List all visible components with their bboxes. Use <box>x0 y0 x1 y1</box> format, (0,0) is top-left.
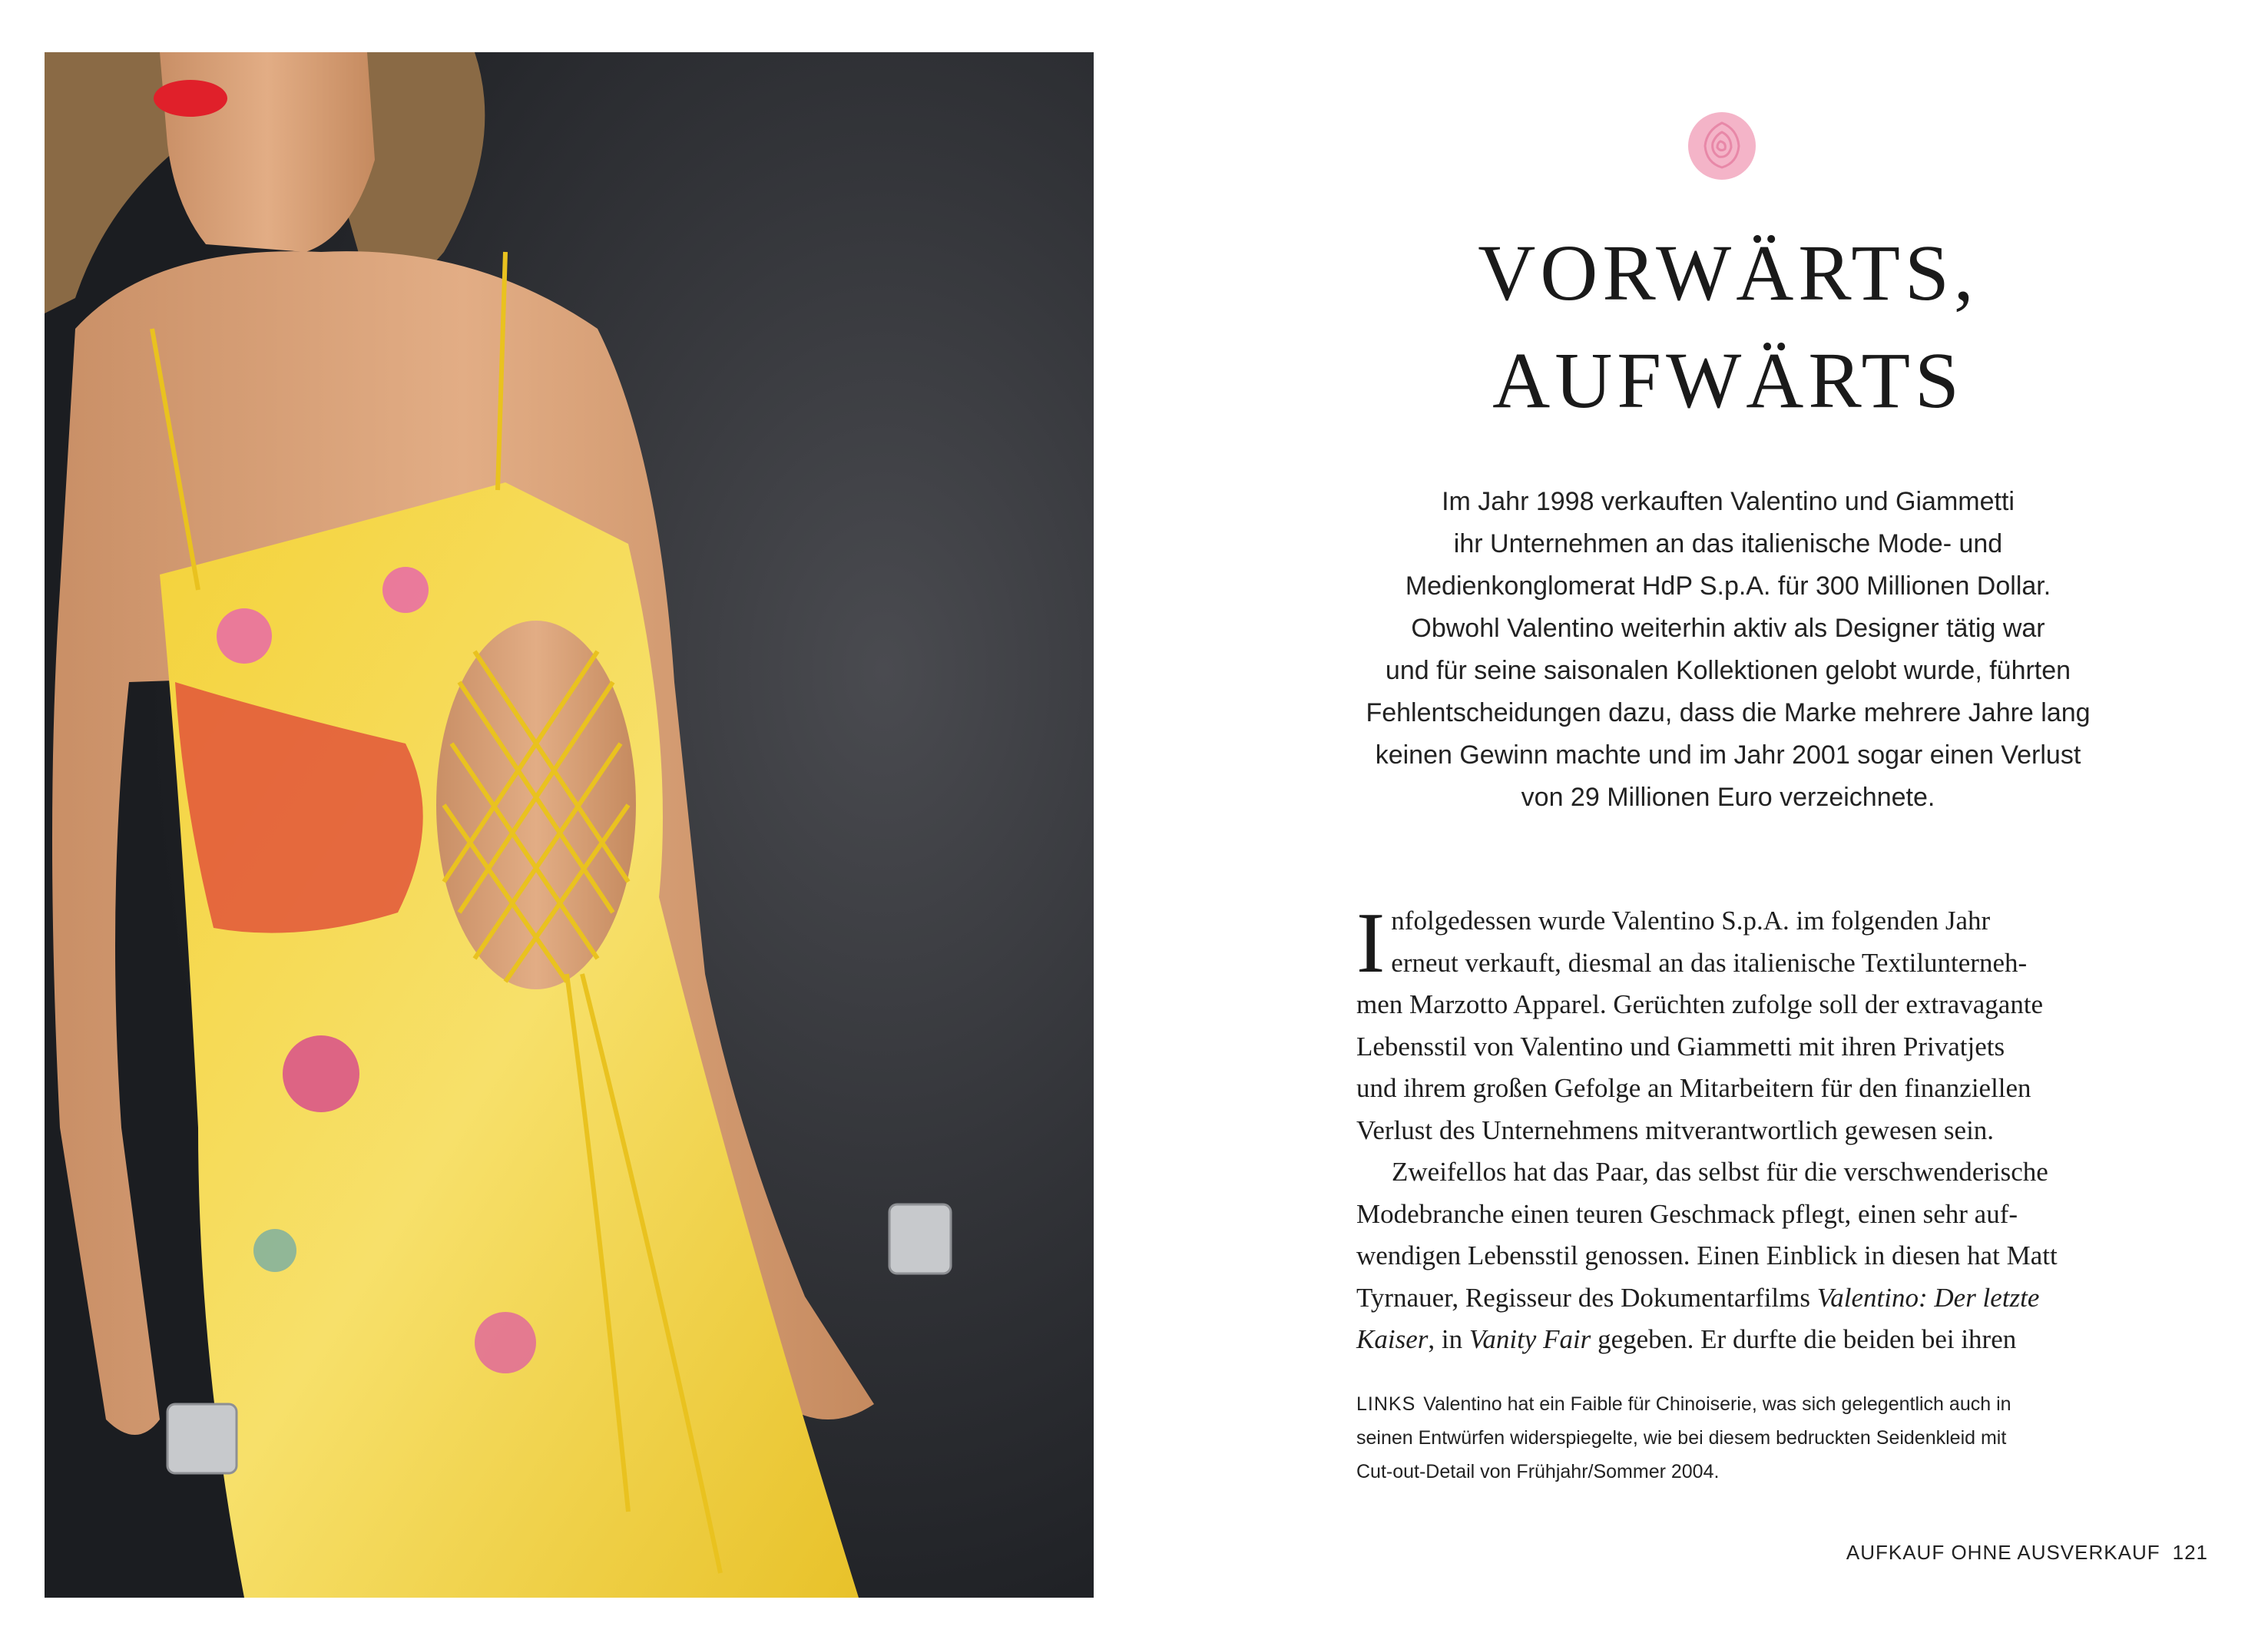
caption-label: LINKS <box>1356 1393 1416 1415</box>
chapter-title-line-2: AUFWÄRTS <box>1492 336 1964 425</box>
body-line: Lebensstil von Valentino und Giammetti mit ihren Privatjets <box>1356 1031 2005 1062</box>
rose-icon <box>1684 108 1760 184</box>
caption-text: Valentino hat ein Faible für Chinoiserie, was sich gelegentlich auch in <box>1423 1393 2011 1415</box>
caption-line <box>1356 1387 2124 1421</box>
runway-photo <box>45 52 1094 1598</box>
drop-cap: I <box>1356 896 1386 991</box>
intro-line: Medienkonglomerat HdP S.p.A. für 300 Millionen Dollar. <box>1405 571 2051 601</box>
body-line: und ihrem großen Gefolge an Mitarbeitern für den finanziellen <box>1356 1073 2031 1103</box>
body-line: men Marzotto Apparel. Gerüchten zufolge soll der extravagante <box>1356 989 2044 1019</box>
intro-line: und für seine saisonalen Kollektionen gelobt wurde, führten <box>1385 656 2071 685</box>
page-number: 121 <box>2172 1541 2208 1564</box>
caption-line: seinen Entwürfen widerspiegelte, wie bei diesem bedruckten Seidenkleid mit <box>1356 1427 2007 1449</box>
body-text-run: gegeben. Er durfte die beiden bei ihren <box>1591 1324 2017 1354</box>
body-line: nfolgedessen wurde Valentino S.p.A. im folgenden Jahr <box>1391 906 1991 936</box>
film-title-italic: Valentino: Der letzte <box>1816 1282 2040 1313</box>
photo-caption <box>1356 1387 2124 1489</box>
body-text-run: , in <box>1428 1324 1469 1354</box>
body-line: erneut verkauft, diesmal an das italienische Textilunterneh- <box>1391 947 2028 978</box>
body-line: Zweifellos hat das Paar, das selbst für die verschwenderische <box>1392 1157 2048 1187</box>
intro-line: Fehlentscheidungen dazu, dass die Marke mehrere Jahre lang <box>1366 698 2091 727</box>
intro-line: keinen Gewinn machte und im Jahr 2001 sogar einen Verlust <box>1375 740 2081 770</box>
film-title-italic: Kaiser <box>1356 1324 1429 1354</box>
body-line: Verlust des Unternehmens mitverantwortlich gewesen sein. <box>1356 1115 1995 1145</box>
intro-line: Im Jahr 1998 verkauften Valentino und Giammetti <box>1442 487 2015 516</box>
running-section-title: AUFKAUF OHNE AUSVERKAUF <box>1846 1541 2160 1564</box>
body-text-run: Tyrnauer, Regisseur des Dokumentarfilms <box>1356 1282 1817 1313</box>
chapter-title-line-1: VORWÄRTS, <box>1478 229 1978 317</box>
body-line <box>1356 1277 2109 1320</box>
intro-line: ihr Unternehmen an das italienische Mode- und <box>1453 529 2003 558</box>
magazine-title-italic: Vanity Fair <box>1468 1324 1591 1354</box>
chapter-title <box>1382 220 2074 435</box>
page-footer <box>1846 1541 2208 1565</box>
intro-paragraph <box>1336 481 2120 819</box>
body-line: Modebranche einen teuren Geschmack pflegt, einen sehr auf- <box>1356 1198 2018 1229</box>
runway-model-photo-illustration <box>45 52 1094 1598</box>
caption-line: Cut-out-Detail von Frühjahr/Sommer 2004. <box>1356 1461 1720 1482</box>
intro-line: von 29 Millionen Euro verzeichnete. <box>1521 783 1935 812</box>
body-line <box>1356 1319 2109 1361</box>
body-text <box>1356 896 2109 1361</box>
body-line: wendigen Lebensstil genossen. Einen Einblick in diesen hat Matt <box>1356 1240 2058 1270</box>
intro-line: Obwohl Valentino weiterhin aktiv als Designer tätig war <box>1411 614 2045 643</box>
